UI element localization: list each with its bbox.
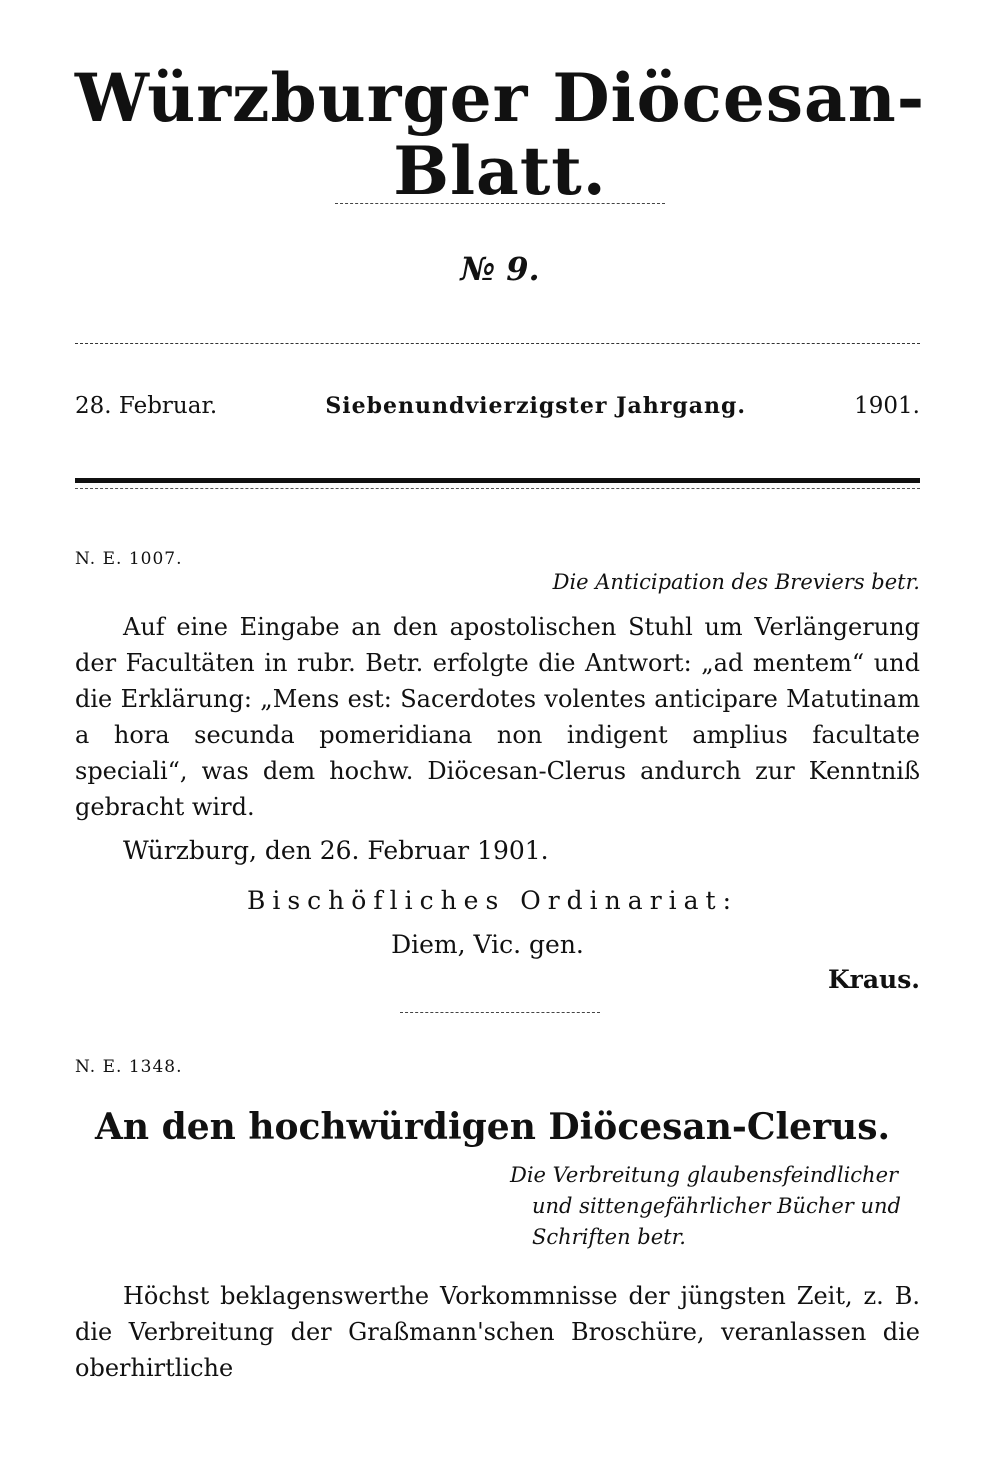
masthead-divider — [335, 203, 665, 204]
section1-signatory: Diem, Vic. gen. — [391, 930, 584, 959]
section2-subject-line: und sittengefährlicher Bücher und — [532, 1194, 901, 1218]
section-divider — [400, 1012, 600, 1013]
header-thin-rule — [75, 488, 920, 489]
issue-divider — [75, 343, 920, 344]
volume-label: Siebenundvierzigster Jahrgang. — [325, 393, 747, 419]
section2-reference: N. E. 1348. — [75, 1057, 183, 1077]
section1-body: Auf eine Eingabe an den apostolischen Stuhl um Verlängerung der Facultäten in rubr. Betr. erfolgte die Antwort: „ad mentem“ und die Erklärung: „Mens est: Sacerdotes volentes anticipare Matutinam a hora secunda pomeridiana non indigent amplius facultate speciali“, was dem hochw. Diöcesan-Clerus andurch zur Kenntniß gebracht wird. — [75, 613, 920, 821]
masthead-title: Würzburger Diöcesan-Blatt. — [74, 59, 926, 210]
section1-reference: N. E. 1007. — [75, 549, 183, 569]
issue-year: 1901. — [854, 393, 920, 419]
issue-number: № 9. — [460, 250, 540, 288]
section2-subject — [510, 1160, 920, 1253]
dateline — [75, 393, 920, 419]
section2-subject-line: Schriften betr. — [532, 1225, 686, 1249]
section2-body: Höchst beklagenswerthe Vorkommnisse der jüngsten Zeit, z. B. die Verbreitung der Graßmann'schen Broschüre, veranlassen die oberhirtliche — [75, 1282, 920, 1382]
section1-place-date: Würzburg, den 26. Februar 1901. — [123, 836, 549, 865]
section2-subject-line: Die Verbreitung glaubensfeindlicher — [510, 1163, 899, 1187]
header-thick-rule — [75, 478, 920, 483]
issue-date: 28. Februar. — [75, 393, 218, 419]
section1-office: Bischöfliches Ordinariat: — [246, 886, 739, 915]
section2-heading: An den hochwürdigen Diöcesan-Clerus. — [94, 1106, 891, 1148]
section1-secretary: Kraus. — [827, 965, 920, 994]
section1-subject: Die Anticipation des Breviers betr. — [552, 570, 920, 594]
